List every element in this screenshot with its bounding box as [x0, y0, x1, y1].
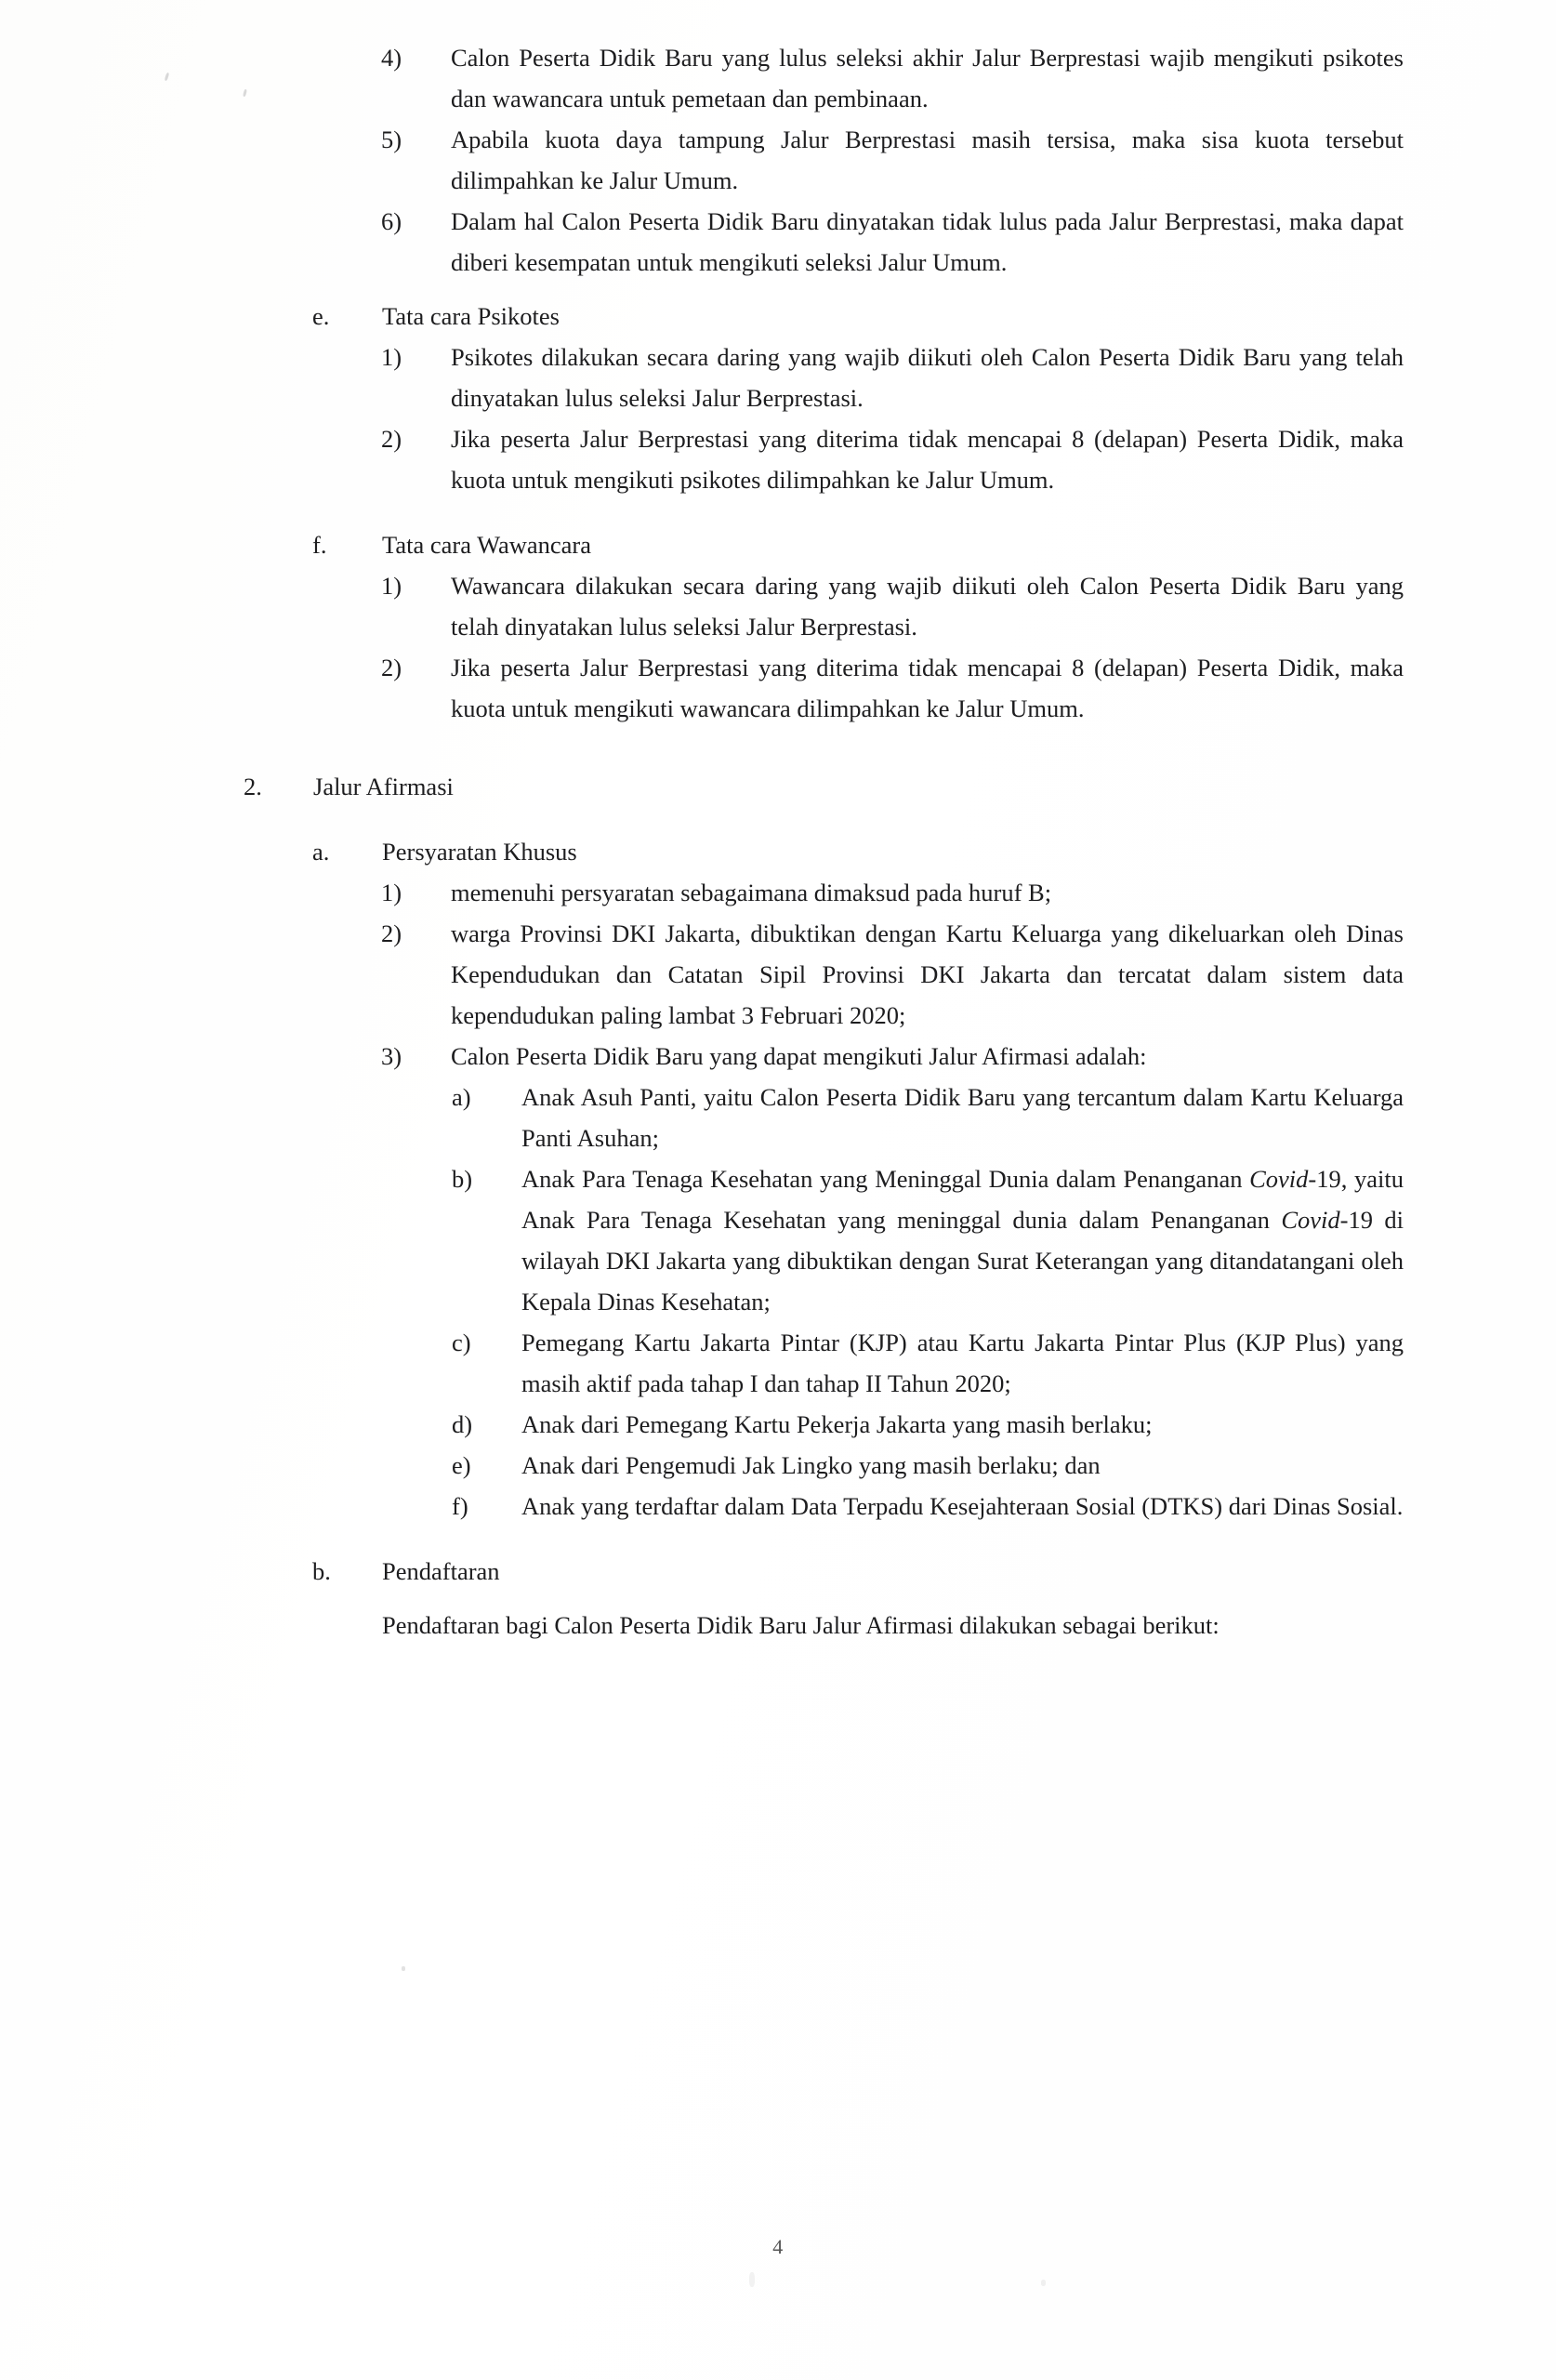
list-item-text: Pemegang Kartu Jakarta Pintar (KJP) atau Kartu Jakarta Pintar Plus (KJP Plus) yang masih aktif pada tahap I dan tahap II Tahun 2020; — [521, 1329, 1404, 1397]
list-item-text: warga Provinsi DKI Jakarta, dibuktikan dengan Kartu Keluarga yang dikeluarkan oleh Dinas Kependudukan dan Catatan Sipil Provinsi DKI Jakarta dan tercatat dalam sistem data kependudukan paling lambat 3 Februari 2020; — [451, 919, 1404, 1029]
list-item — [244, 766, 1556, 807]
list-item — [312, 831, 1556, 872]
list-item-text: Anak Para Tenaga Kesehatan yang Meninggal Dunia dalam Penanganan Covid-19, yaitu Anak Para Tenaga Kesehatan yang meninggal dunia dalam Penanganan Covid-19 di wilayah DKI Jakarta yang dibuktikan dengan Surat Keterangan yang ditandatangani oleh Kepala Dinas Kesehatan; — [521, 1165, 1404, 1316]
spacer — [0, 729, 1556, 766]
list-item-text: memenuhi persyaratan sebagaimana dimaksud pada huruf B; — [451, 879, 1052, 906]
list-item-text: Anak Asuh Panti, yaitu Calon Peserta Didik Baru yang tercantum dalam Kartu Keluarga Panti Asuhan; — [521, 1083, 1404, 1152]
scan-speckle — [1041, 2280, 1046, 2286]
list-item — [381, 418, 1556, 500]
page-number: 4 — [772, 2235, 784, 2258]
list-item — [381, 337, 1556, 418]
list-item — [381, 201, 1556, 283]
list-item-text: Anak dari Pemegang Kartu Pekerja Jakarta yang masih berlaku; — [521, 1410, 1153, 1438]
list-marker: e. — [312, 302, 330, 330]
list-item-text: Anak yang terdaftar dalam Data Terpadu Kesejahteraan Sosial (DTKS) dari Dinas Sosial. — [521, 1492, 1404, 1520]
list-item — [452, 1404, 1556, 1445]
list-marker: 2) — [381, 919, 402, 947]
list-marker: b. — [312, 1557, 331, 1585]
list-marker: 5) — [381, 126, 402, 153]
list-item-text: Tata cara Wawancara — [382, 531, 592, 559]
list-marker: e) — [452, 1451, 471, 1479]
list-marker: 6) — [381, 207, 402, 235]
list-item — [452, 1486, 1556, 1527]
list-item-text: Calon Peserta Didik Baru yang dapat mengikuti Jalur Afirmasi adalah: — [451, 1042, 1147, 1070]
list-item — [452, 1322, 1556, 1404]
list-marker: f. — [312, 531, 327, 559]
list-item — [312, 296, 1556, 337]
list-marker: b) — [452, 1165, 473, 1193]
scan-speckle — [402, 1966, 405, 1971]
list-marker: 2) — [381, 425, 402, 453]
list-marker: d) — [452, 1410, 473, 1438]
list-item — [452, 1077, 1556, 1158]
list-item — [381, 872, 1556, 913]
list-marker: 2. — [244, 773, 262, 800]
list-item-text: Tata cara Psikotes — [382, 302, 560, 330]
list-item — [452, 1158, 1556, 1322]
list-item — [381, 565, 1556, 647]
spacer — [0, 1592, 1556, 1605]
spacer — [0, 1527, 1556, 1551]
list-item-text: Anak dari Pengemudi Jak Lingko yang masih berlaku; dan — [521, 1451, 1101, 1479]
list-item — [312, 1551, 1556, 1592]
list-item — [381, 913, 1556, 1036]
list-marker: a. — [312, 838, 330, 866]
spacer — [0, 0, 1556, 37]
scan-speckle — [749, 2272, 755, 2287]
list-item-text: Apabila kuota daya tampung Jalur Berprestasi masih tersisa, maka sisa kuota tersebut dilimpahkan ke Jalur Umum. — [451, 126, 1404, 194]
spacer — [0, 807, 1556, 831]
spacer — [0, 500, 1556, 524]
list-item-text: Jalur Afirmasi — [313, 773, 454, 800]
list-marker: 1) — [381, 572, 402, 600]
spacer — [0, 283, 1556, 296]
list-marker: 1) — [381, 343, 402, 371]
list-item-text: Pendaftaran — [382, 1557, 500, 1585]
list-marker: 3) — [381, 1042, 402, 1070]
list-marker: 4) — [381, 44, 402, 72]
list-item — [452, 1445, 1556, 1486]
list-item-text: Persyaratan Khusus — [382, 838, 577, 866]
list-item — [381, 37, 1556, 119]
list-item-text: Jika peserta Jalur Berprestasi yang diterima tidak mencapai 8 (delapan) Peserta Didik, maka kuota untuk mengikuti wawancara dilimpahkan ke Jalur Umum. — [451, 654, 1404, 722]
list-item-text: Jika peserta Jalur Berprestasi yang diterima tidak mencapai 8 (delapan) Peserta Didik, maka kuota untuk mengikuti psikotes dilimpahkan ke Jalur Umum. — [451, 425, 1404, 494]
list-item-text: Psikotes dilakukan secara daring yang wajib diikuti oleh Calon Peserta Didik Baru yang telah dinyatakan lulus seleksi Jalur Berprestasi. — [451, 343, 1404, 412]
list-marker: 1) — [381, 879, 402, 906]
paragraph: Pendaftaran bagi Calon Peserta Didik Baru Jalur Afirmasi dilakukan sebagai berikut: — [382, 1611, 1220, 1639]
list-item — [381, 647, 1556, 729]
list-item — [312, 524, 1556, 565]
list-item-text: Calon Peserta Didik Baru yang lulus seleksi akhir Jalur Berprestasi wajib mengikuti psikotes dan wawancara untuk pemetaan dan pembinaan. — [451, 44, 1404, 112]
list-marker: c) — [452, 1329, 471, 1356]
list-marker: a) — [452, 1083, 471, 1111]
list-item — [381, 1036, 1556, 1077]
list-marker: 2) — [381, 654, 402, 681]
list-item-text: Dalam hal Calon Peserta Didik Baru dinyatakan tidak lulus pada Jalur Berprestasi, maka dapat diberi kesempatan untuk mengikuti seleksi Jalur Umum. — [451, 207, 1404, 276]
list-marker: f) — [452, 1492, 468, 1520]
list-item-text: Wawancara dilakukan secara daring yang wajib diikuti oleh Calon Peserta Didik Baru yang telah dinyatakan lulus seleksi Jalur Berprestasi. — [451, 572, 1404, 641]
list-item — [381, 119, 1556, 201]
